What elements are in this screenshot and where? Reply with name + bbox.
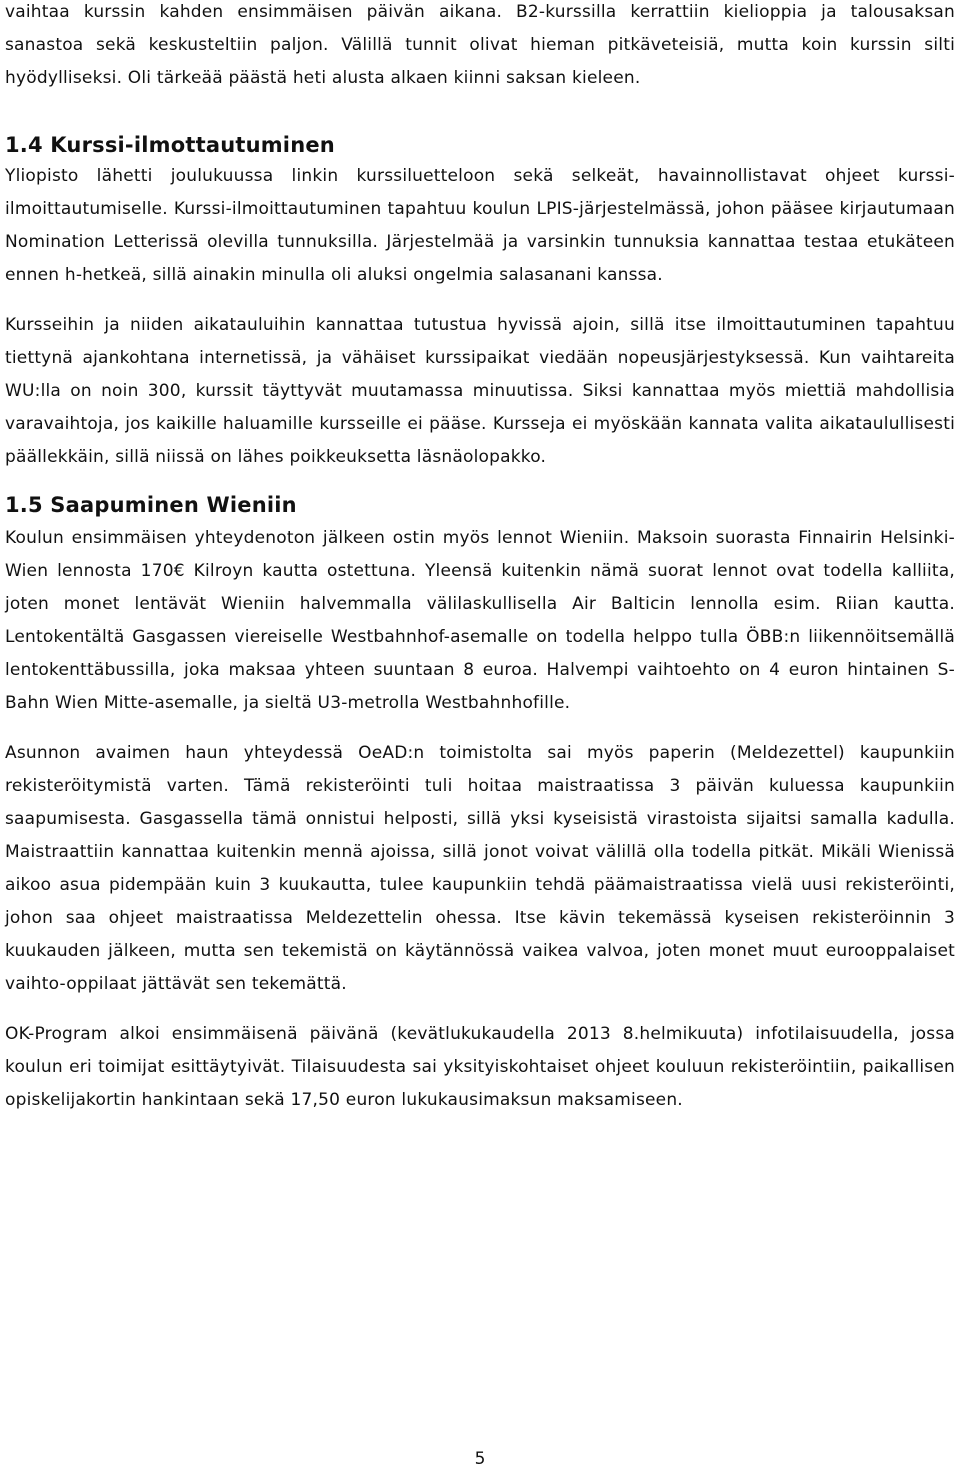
- paragraph-city-registration: Asunnon avaimen haun yhteydessä OeAD:n toimistolta sai myös paperin (Meldezettel) kaupunkiin rekisteröitymistä varten. Tämä rekisteröinti tuli hoitaa maistraatissa 3 päivän kuluessa kaupunkiin saapumisesta. Gasgassella tämä onnistui helposti, sillä yksi kyseisistä virastoista sijaitsi samalla kadulla. Maistraattiin kannattaa kuitenkin mennä ajoissa, sillä jonot voivat välillä olla todella pitkät. Mikäli Wienissä aikoo asua pidempään kuin 3 kuukautta, tulee kaupunkiin tehdä päämaistraatissa vielä uusi rekisteröinti, johon saa ohjeet maistraatissa Meldezettelin ohessa. Itse kävin tekemässä kyseisen rekisteröinnin 3 kuukauden jälkeen, mutta sen tekemistä on käytännössä vaikea valvoa, joten monet muut eurooppalaiset vaihto-oppilaat jättävät sen tekemättä.: [5, 743, 955, 994]
- document-page: [5, 0, 955, 1117]
- paragraph-ok-program: OK-Program alkoi ensimmäisenä päivänä (kevätlukukaudella 2013 8.helmikuuta) infotilaisuudella, jossa koulun eri toimijat esittäytyivät. Tilaisuudesta sai yksityiskohtaiset ohjeet kouluun rekisteröintiin, paikallisen opiskelijakortin hankintaan sekä 17,50 euron lukukausimaksun maksamiseen.: [5, 1024, 955, 1110]
- intro-paragraph: vaihtaa kurssin kahden ensimmäisen päivän aikana. B2-kurssilla kerrattiin kielioppia ja talousaksan sanastoa sekä keskusteltiin paljon. Välillä tunnit olivat hieman pitkäveteisiä, mutta koin kurssin silti hyödylliseksi. Oli tärkeää päästä heti alusta alkaen kiinni saksan kieleen.: [5, 2, 955, 88]
- paragraph-flights: Koulun ensimmäisen yhteydenoton jälkeen ostin myös lennot Wieniin. Maksoin suorasta Finnairin Helsinki- Wien lennosta 170€ Kilroyn kautta ostettuna. Yleensä kuitenkin nämä suorat lennot ovat todella kalliita, joten monet lentävät Wieniin halvemmalla välilaskullisella Air Balticin lennolla esim. Riian kautta. Lentokentältä Gasgassen viereiselle Westbahnhof-asemalle on todella helppo tulla ÖBB:n liikennöitsemällä lentokenttäbussilla, joka maksaa yhteen suuntaan 8 euroa. Halvempi vaihtoehto on 4 euron hintainen S-Bahn Wien Mitte-asemalle, ja sieltä U3-metrolla Westbahnhofille.: [5, 528, 955, 713]
- page-number: 5: [474, 1449, 486, 1469]
- paragraph-course-schedules: Kursseihin ja niiden aikatauluihin kannattaa tutustua hyvissä ajoin, sillä itse ilmoittautuminen tapahtuu tiettynä ajankohtana internetissä, ja vähäiset kurssipaikat viedään nopeusjärjestyksessä. Kun vaihtareita WU:lla on noin 300, kurssit täyttyvät muutamassa minuutissa. Siksi kannattaa myös miettiä mahdollisia varavaihtoja, jos kaikille haluamille kursseille ei pääse. Kursseja ei myöskään kannata valita aikataulullisesti päällekkäin, sillä niissä on lähes poikkeuksetta läsnäolopakko.: [5, 315, 955, 467]
- section-heading-kurssi-ilmottautuminen: 1.4 Kurssi-ilmottautuminen: [5, 133, 335, 157]
- section-heading-saapuminen-wieniin: 1.5 Saapuminen Wieniin: [5, 493, 297, 517]
- paragraph-course-registration: Yliopisto lähetti joulukuussa linkin kurssiluetteloon sekä selkeät, havainnollistavat ohjeet kurssi-ilmoittautumiselle. Kurssi-ilmoittautuminen tapahtuu koulun LPIS-järjestelmässä, johon pääsee kirjautumaan Nomination Letterissä olevilla tunnuksilla. Järjestelmää ja varsinkin tunnuksia kannattaa testaa etukäteen ennen h-hetkeä, sillä ainakin minulla oli aluksi ongelmia salasanani kanssa.: [5, 166, 955, 285]
